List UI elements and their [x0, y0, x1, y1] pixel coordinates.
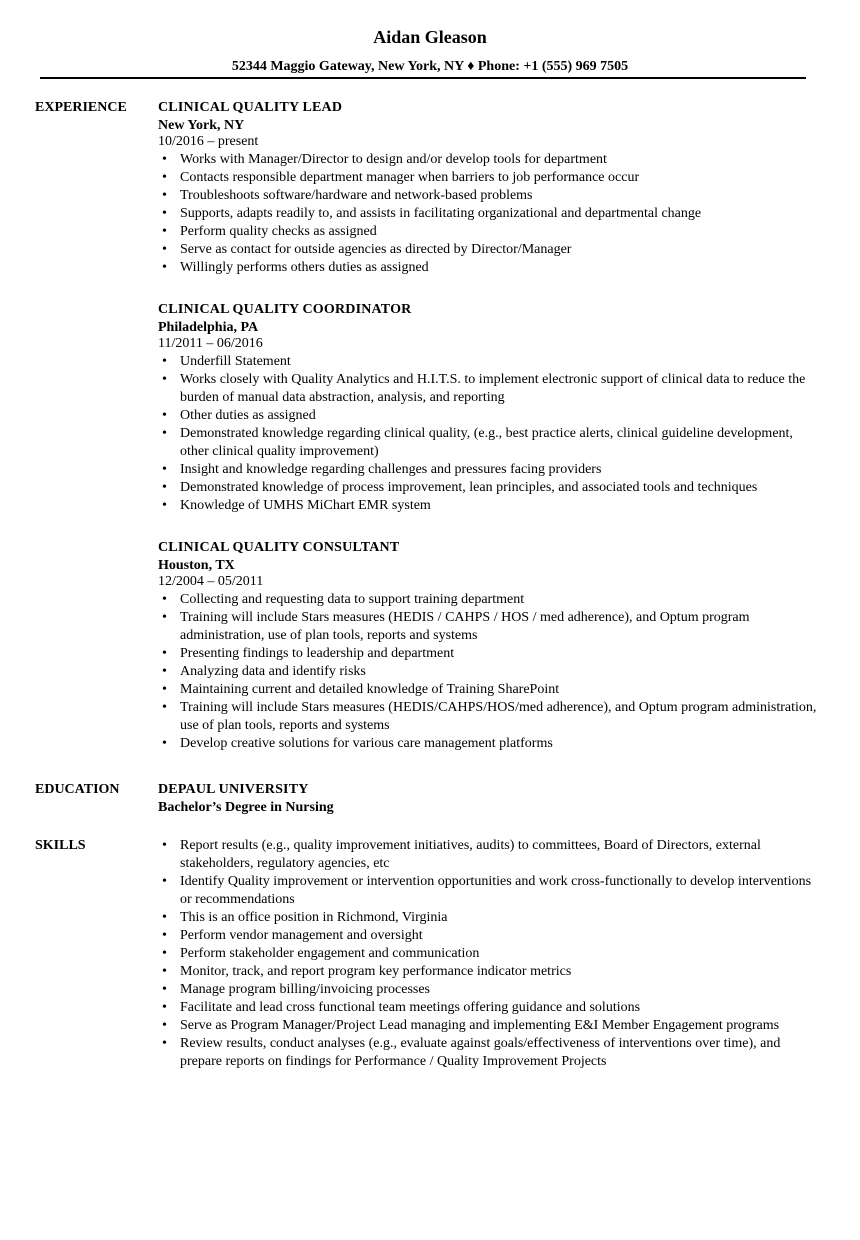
section-label-experience: EXPERIENCE: [35, 100, 127, 115]
list-item: • Other duties as assigned: [158, 407, 818, 425]
list-item: • Collecting and requesting data to support training department: [158, 591, 818, 609]
list-item: • Perform quality checks as assigned: [158, 223, 818, 241]
list-item: • This is an office position in Richmond, Virginia: [158, 909, 818, 927]
list-item: • Demonstrated knowledge regarding clinical quality, (e.g., best practice alerts, clinical guideline development, other clinical quality improvement): [158, 425, 818, 461]
list-item: • Monitor, track, and report program key performance indicator metrics: [158, 963, 818, 981]
job-title: CLINICAL QUALITY COORDINATOR: [158, 302, 412, 317]
list-item: • Supports, adapts readily to, and assists in facilitating organizational and departmental change: [158, 205, 818, 223]
list-item: • Review results, conduct analyses (e.g., evaluate against goals/effectiveness of interventions over time), and prepare reports on findings for Performance / Quality Improvement Projects: [158, 1035, 818, 1071]
skills-bullets: [158, 837, 818, 1071]
list-item: • Serve as contact for outside agencies as directed by Director/Manager: [158, 241, 818, 259]
list-item: • Insight and knowledge regarding challenges and pressures facing providers: [158, 461, 818, 479]
list-item: • Training will include Stars measures (HEDIS / CAHPS / HOS / med adherence), and Optum program administration, use of plan tools, reports and systems: [158, 609, 818, 645]
list-item: • Develop creative solutions for various care management platforms: [158, 735, 818, 753]
candidate-name: Aidan Gleason: [373, 27, 487, 47]
list-item: • Report results (e.g., quality improvement initiatives, audits) to committees, Board of Directors, external stakeholders, regulatory agencies, etc: [158, 837, 818, 873]
list-item: • Training will include Stars measures (HEDIS/CAHPS/HOS/med adherence), and Optum program administration, use of plan tools, reports and systems: [158, 699, 818, 735]
job-location: Houston, TX: [158, 558, 235, 573]
job-title: CLINICAL QUALITY CONSULTANT: [158, 540, 400, 555]
job-dates: 11/2011 – 06/2016: [158, 336, 263, 351]
list-item: • Analyzing data and identify risks: [158, 663, 818, 681]
list-item: • Underfill Statement: [158, 353, 818, 371]
school-name: DEPAUL UNIVERSITY: [158, 782, 309, 797]
list-item: • Knowledge of UMHS MiChart EMR system: [158, 497, 818, 515]
job-dates: 10/2016 – present: [158, 134, 259, 149]
list-item: • Contacts responsible department manager when barriers to job performance occur: [158, 169, 818, 187]
job-entry: [158, 301, 818, 515]
list-item: • Perform stakeholder engagement and communication: [158, 945, 818, 963]
job-dates: 12/2004 – 05/2011: [158, 574, 264, 589]
header-divider: [40, 77, 806, 79]
list-item: • Works closely with Quality Analytics and H.I.T.S. to implement electronic support of clinical data to reduce the burden of manual data abstraction, analysis, and reporting: [158, 371, 818, 407]
job-location: Philadelphia, PA: [158, 320, 259, 335]
list-item: • Identify Quality improvement or intervention opportunities and work cross-functionally to develop interventions or recommendations: [158, 873, 818, 909]
list-item: • Presenting findings to leadership and department: [158, 645, 818, 663]
job-title: CLINICAL QUALITY LEAD: [158, 100, 343, 115]
job-bullets: [158, 353, 818, 515]
list-item: • Maintaining current and detailed knowledge of Training SharePoint: [158, 681, 818, 699]
contact-line: 52344 Maggio Gateway, New York, NY ♦ Phone: +1 (555) 969 7505: [231, 59, 629, 74]
list-item: • Works with Manager/Director to design and/or develop tools for department: [158, 151, 818, 169]
list-item: • Perform vendor management and oversight: [158, 927, 818, 945]
job-bullets: [158, 591, 818, 753]
job-location: New York, NY: [158, 118, 245, 133]
list-item: • Demonstrated knowledge of process improvement, lean principles, and associated tools and techniques: [158, 479, 818, 497]
section-label-education: EDUCATION: [35, 782, 120, 797]
job-entry: [158, 99, 818, 277]
list-item: • Willingly performs others duties as assigned: [158, 259, 818, 277]
list-item: • Facilitate and lead cross functional team meetings offering guidance and solutions: [158, 999, 818, 1017]
list-item: • Manage program billing/invoicing processes: [158, 981, 818, 999]
list-item: • Serve as Program Manager/Project Lead managing and implementing E&I Member Engagement programs: [158, 1017, 818, 1035]
job-entry: [158, 539, 818, 753]
section-label-skills: SKILLS: [35, 838, 86, 853]
degree: Bachelor’s Degree in Nursing: [158, 800, 334, 815]
list-item: • Troubleshoots software/hardware and network-based problems: [158, 187, 818, 205]
job-bullets: [158, 151, 818, 277]
